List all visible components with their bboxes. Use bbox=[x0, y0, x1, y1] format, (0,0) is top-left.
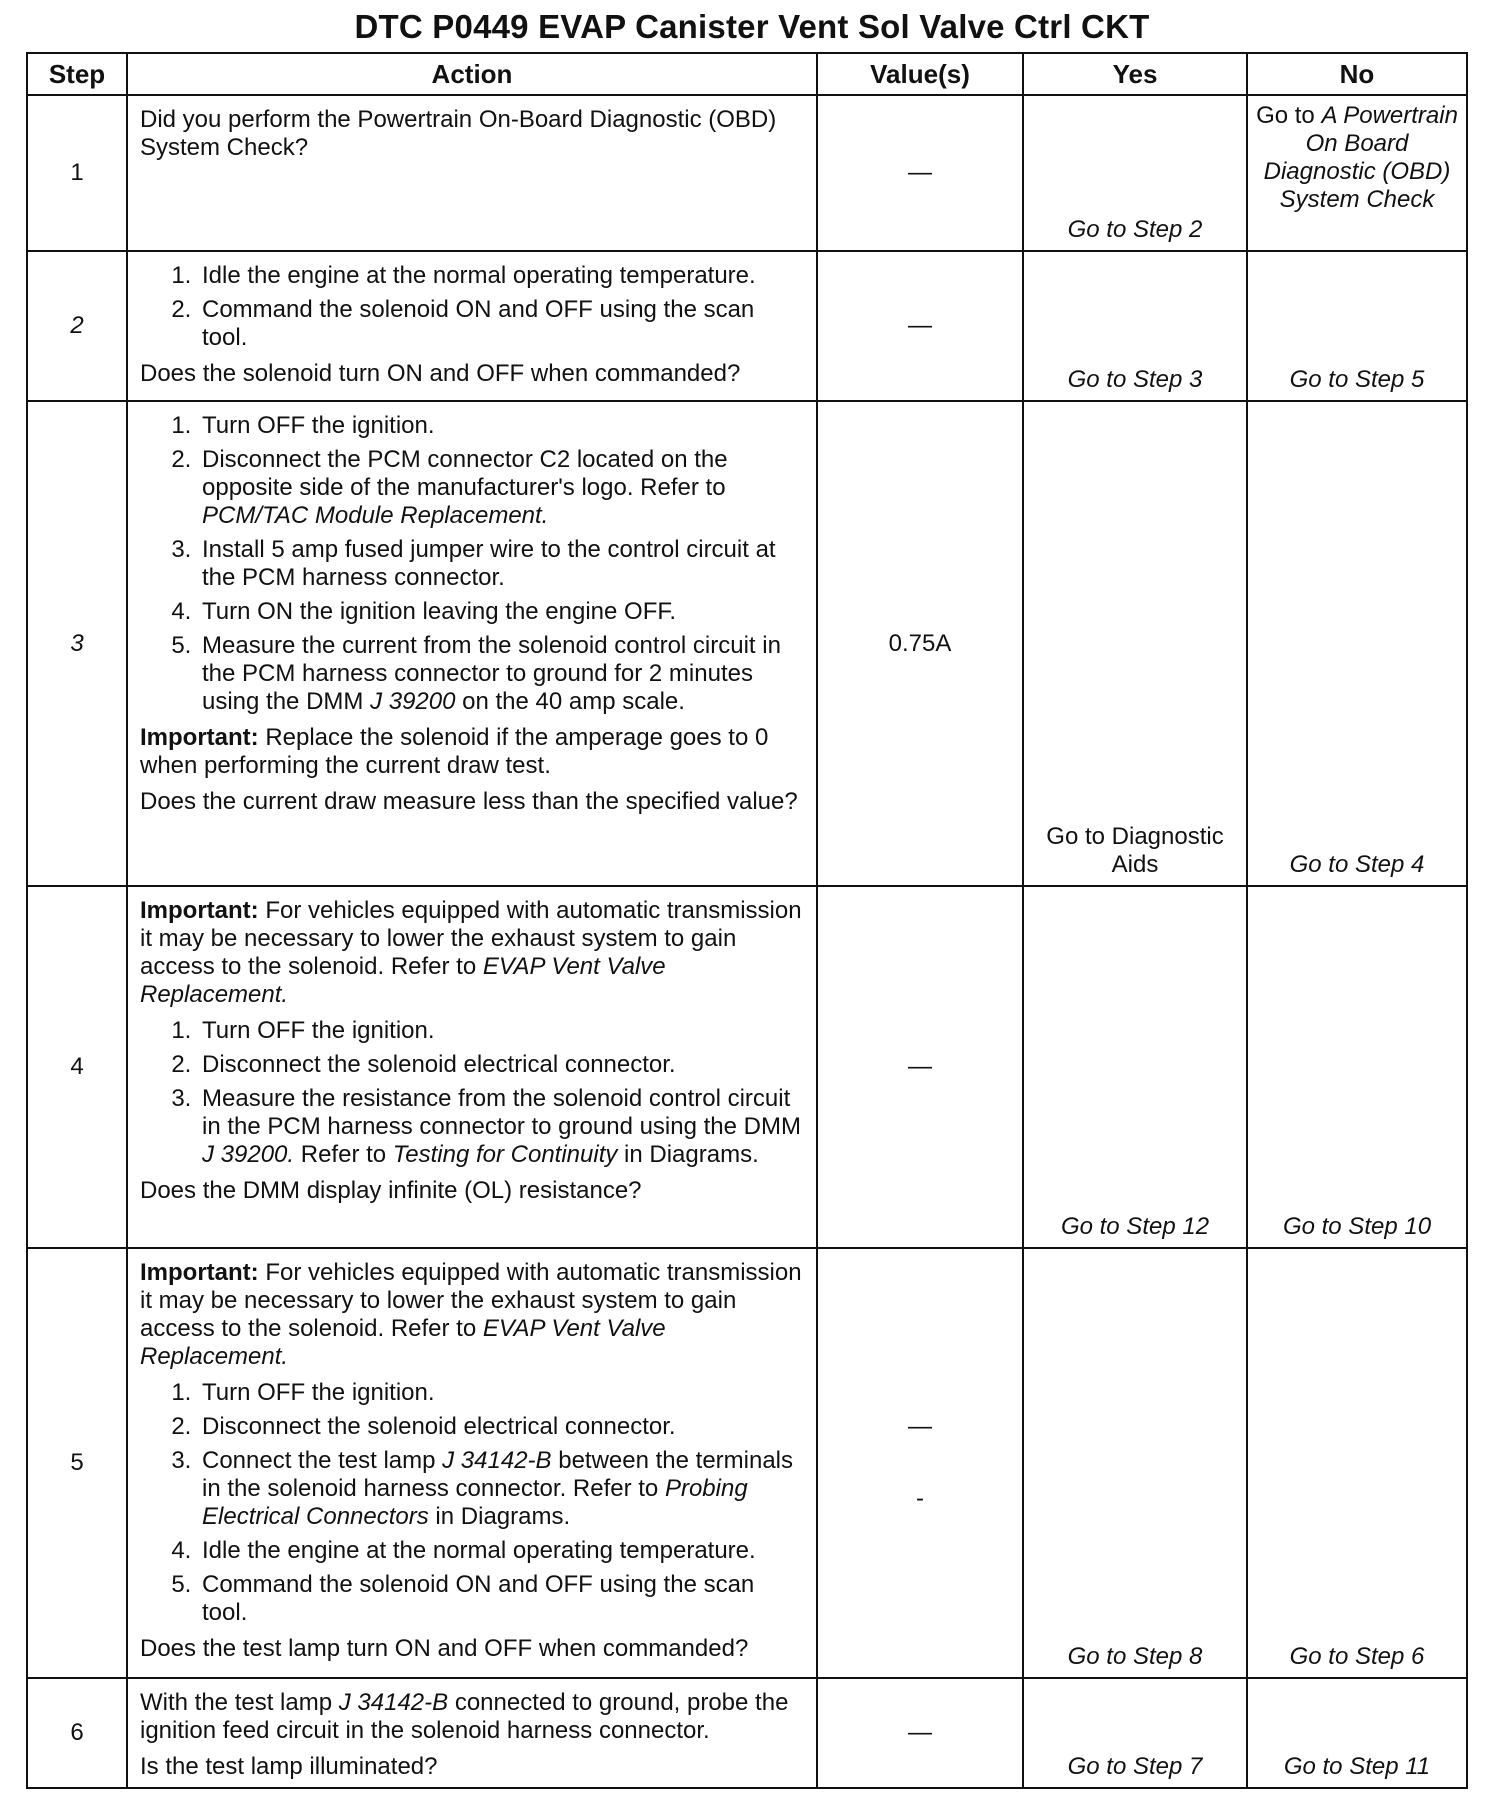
important-label: Important: bbox=[140, 724, 259, 751]
action-step: 2. Disconnect the solenoid electrical connector. bbox=[198, 1413, 806, 1441]
step-text: in Diagrams. bbox=[617, 1141, 759, 1168]
step-text: in Diagrams. bbox=[428, 1503, 571, 1530]
action-step: 5. Command the solenoid ON and OFF using the scan tool. bbox=[198, 1571, 806, 1627]
no-cell bbox=[1247, 95, 1467, 251]
action-question: Did you perform the Powertrain On-Board Diagnostic (OBD) System Check? bbox=[140, 106, 777, 161]
value-text: — bbox=[908, 1413, 932, 1440]
action-paragraph bbox=[140, 1689, 806, 1745]
header-yes: Yes bbox=[1023, 53, 1247, 95]
value-cell: — bbox=[817, 95, 1023, 251]
yes-cell bbox=[1023, 401, 1247, 886]
yes-cell: Go to Step 12 bbox=[1023, 886, 1247, 1248]
important-note bbox=[140, 1259, 806, 1371]
yes-cell: Go to Step 2 bbox=[1023, 95, 1247, 251]
action-cell bbox=[127, 401, 817, 886]
action-step: 1. Turn OFF the ignition. bbox=[198, 1379, 806, 1407]
value-cell: 0.75A bbox=[817, 401, 1023, 886]
diagnostic-table bbox=[26, 52, 1468, 1789]
tool-reference: J 39200. bbox=[202, 1141, 295, 1168]
important-text: For vehicles equipped with automatic transmission it may be necessary to lower the exhaust system to gain access to the solenoid. Refer to bbox=[140, 897, 802, 980]
table-row bbox=[27, 1248, 1467, 1678]
table-row bbox=[27, 95, 1467, 251]
value-cell: — bbox=[817, 1678, 1023, 1788]
action-question: Is the test lamp illuminated? bbox=[140, 1753, 438, 1780]
no-cell: Go to Step 5 bbox=[1247, 251, 1467, 401]
yes-cell: Go to Step 8 bbox=[1023, 1248, 1247, 1678]
action-steps bbox=[140, 412, 806, 716]
step-text: on the 40 amp scale. bbox=[455, 688, 685, 715]
reference-link: EVAP Vent Valve Replacement. bbox=[140, 953, 666, 1008]
table-header-row bbox=[27, 53, 1467, 95]
important-note bbox=[140, 724, 806, 780]
reference-link: PCM/TAC Module Replacement. bbox=[202, 502, 549, 529]
action-step: 2. Command the solenoid ON and OFF using the scan tool. bbox=[198, 296, 806, 352]
action-step bbox=[198, 1085, 806, 1169]
step-number: 6 bbox=[27, 1678, 127, 1788]
action-step bbox=[198, 1447, 806, 1531]
important-text: Replace the solenoid if the amperage goes to 0 when performing the current draw test. bbox=[140, 724, 769, 779]
action-step: 2. Disconnect the solenoid electrical connector. bbox=[198, 1051, 806, 1079]
table-row bbox=[27, 1678, 1467, 1788]
action-question: Does the current draw measure less than the specified value? bbox=[140, 788, 798, 815]
step-number: 4 bbox=[27, 886, 127, 1248]
step-text: Refer to bbox=[294, 1141, 393, 1168]
step-text: Measure the resistance from the solenoid control circuit in the PCM harness connector to ground using the DMM bbox=[202, 1085, 801, 1140]
step-number: 3 bbox=[27, 401, 127, 886]
reference-link: Testing for Continuity bbox=[392, 1141, 618, 1168]
action-question: Does the solenoid turn ON and OFF when commanded? bbox=[140, 360, 741, 387]
action-step: 3. Install 5 amp fused jumper wire to the control circuit at the PCM harness connector. bbox=[198, 536, 806, 592]
table-row bbox=[27, 251, 1467, 401]
step-number: 2 bbox=[27, 251, 127, 401]
no-cell: Go to Step 4 bbox=[1247, 401, 1467, 886]
table-row bbox=[27, 401, 1467, 886]
no-cell: Go to Step 6 bbox=[1247, 1248, 1467, 1678]
reference-link: EVAP Vent Valve Replacement. bbox=[140, 1315, 666, 1370]
header-action: Action bbox=[127, 53, 817, 95]
step-text: connected to ground, probe the ignition feed circuit in the solenoid harness connector. bbox=[140, 1689, 789, 1744]
action-step: 4. Idle the engine at the normal operating temperature. bbox=[198, 1537, 806, 1565]
step-number: 5 bbox=[27, 1248, 127, 1678]
action-step: 1. Idle the engine at the normal operating temperature. bbox=[198, 262, 806, 290]
no-prefix: Go to bbox=[1256, 102, 1322, 129]
tool-reference: J 39200 bbox=[370, 688, 456, 715]
header-step: Step bbox=[27, 53, 127, 95]
action-step: 4. Turn ON the ignition leaving the engine OFF. bbox=[198, 598, 806, 626]
reference-link: Probing Electrical Connectors bbox=[202, 1475, 748, 1530]
action-cell bbox=[127, 886, 817, 1248]
step-text: Measure the current from the solenoid control circuit in the PCM harness connector to ground for 2 minutes using the DMM bbox=[202, 632, 781, 715]
action-cell bbox=[127, 1678, 817, 1788]
action-steps bbox=[140, 1017, 806, 1169]
action-step: 1. Turn OFF the ignition. bbox=[198, 412, 806, 440]
important-note bbox=[140, 897, 806, 1009]
action-step: 1. Turn OFF the ignition. bbox=[198, 1017, 806, 1045]
value-cell: — bbox=[817, 251, 1023, 401]
no-cell: Go to Step 11 bbox=[1247, 1678, 1467, 1788]
action-cell bbox=[127, 1248, 817, 1678]
page-title: DTC P0449 EVAP Canister Vent Sol Valve Ctrl CKT bbox=[354, 8, 1150, 45]
important-label: Important: bbox=[140, 897, 259, 924]
action-question: Does the test lamp turn ON and OFF when commanded? bbox=[140, 1635, 749, 1662]
header-no: No bbox=[1247, 53, 1467, 95]
step-text: Connect the test lamp bbox=[202, 1447, 443, 1474]
action-question: Does the DMM display infinite (OL) resistance? bbox=[140, 1177, 642, 1204]
no-link: A Powertrain On Board Diagnostic (OBD) System Check bbox=[1263, 102, 1458, 213]
yes-text: Go to Diagnostic Aids bbox=[1046, 823, 1224, 878]
yes-cell: Go to Step 7 bbox=[1023, 1678, 1247, 1788]
tool-reference: J 34142-B bbox=[338, 1689, 449, 1716]
action-steps bbox=[140, 1379, 806, 1627]
yes-cell: Go to Step 3 bbox=[1023, 251, 1247, 401]
action-step bbox=[198, 632, 806, 716]
action-step bbox=[198, 446, 806, 530]
table-row bbox=[27, 886, 1467, 1248]
important-label: Important: bbox=[140, 1259, 259, 1286]
no-cell: Go to Step 10 bbox=[1247, 886, 1467, 1248]
action-steps bbox=[140, 262, 806, 352]
step-text: Disconnect the PCM connector C2 located on the opposite side of the manufacturer's logo. Refer to bbox=[202, 446, 728, 501]
value-cell: — bbox=[817, 886, 1023, 1248]
step-number: 1 bbox=[27, 95, 127, 251]
value-extra-mark: - bbox=[916, 1485, 924, 1512]
value-cell bbox=[817, 1248, 1023, 1678]
step-text: With the test lamp bbox=[140, 1689, 339, 1716]
header-values: Value(s) bbox=[817, 53, 1023, 95]
step-text: between the terminals in the solenoid harness connector. Refer to bbox=[202, 1447, 794, 1502]
tool-reference: J 34142-B bbox=[442, 1447, 552, 1474]
important-text: For vehicles equipped with automatic transmission it may be necessary to lower the exhaust system to gain access to the solenoid. Refer to bbox=[140, 1259, 802, 1342]
action-cell bbox=[127, 251, 817, 401]
action-cell bbox=[127, 95, 817, 251]
